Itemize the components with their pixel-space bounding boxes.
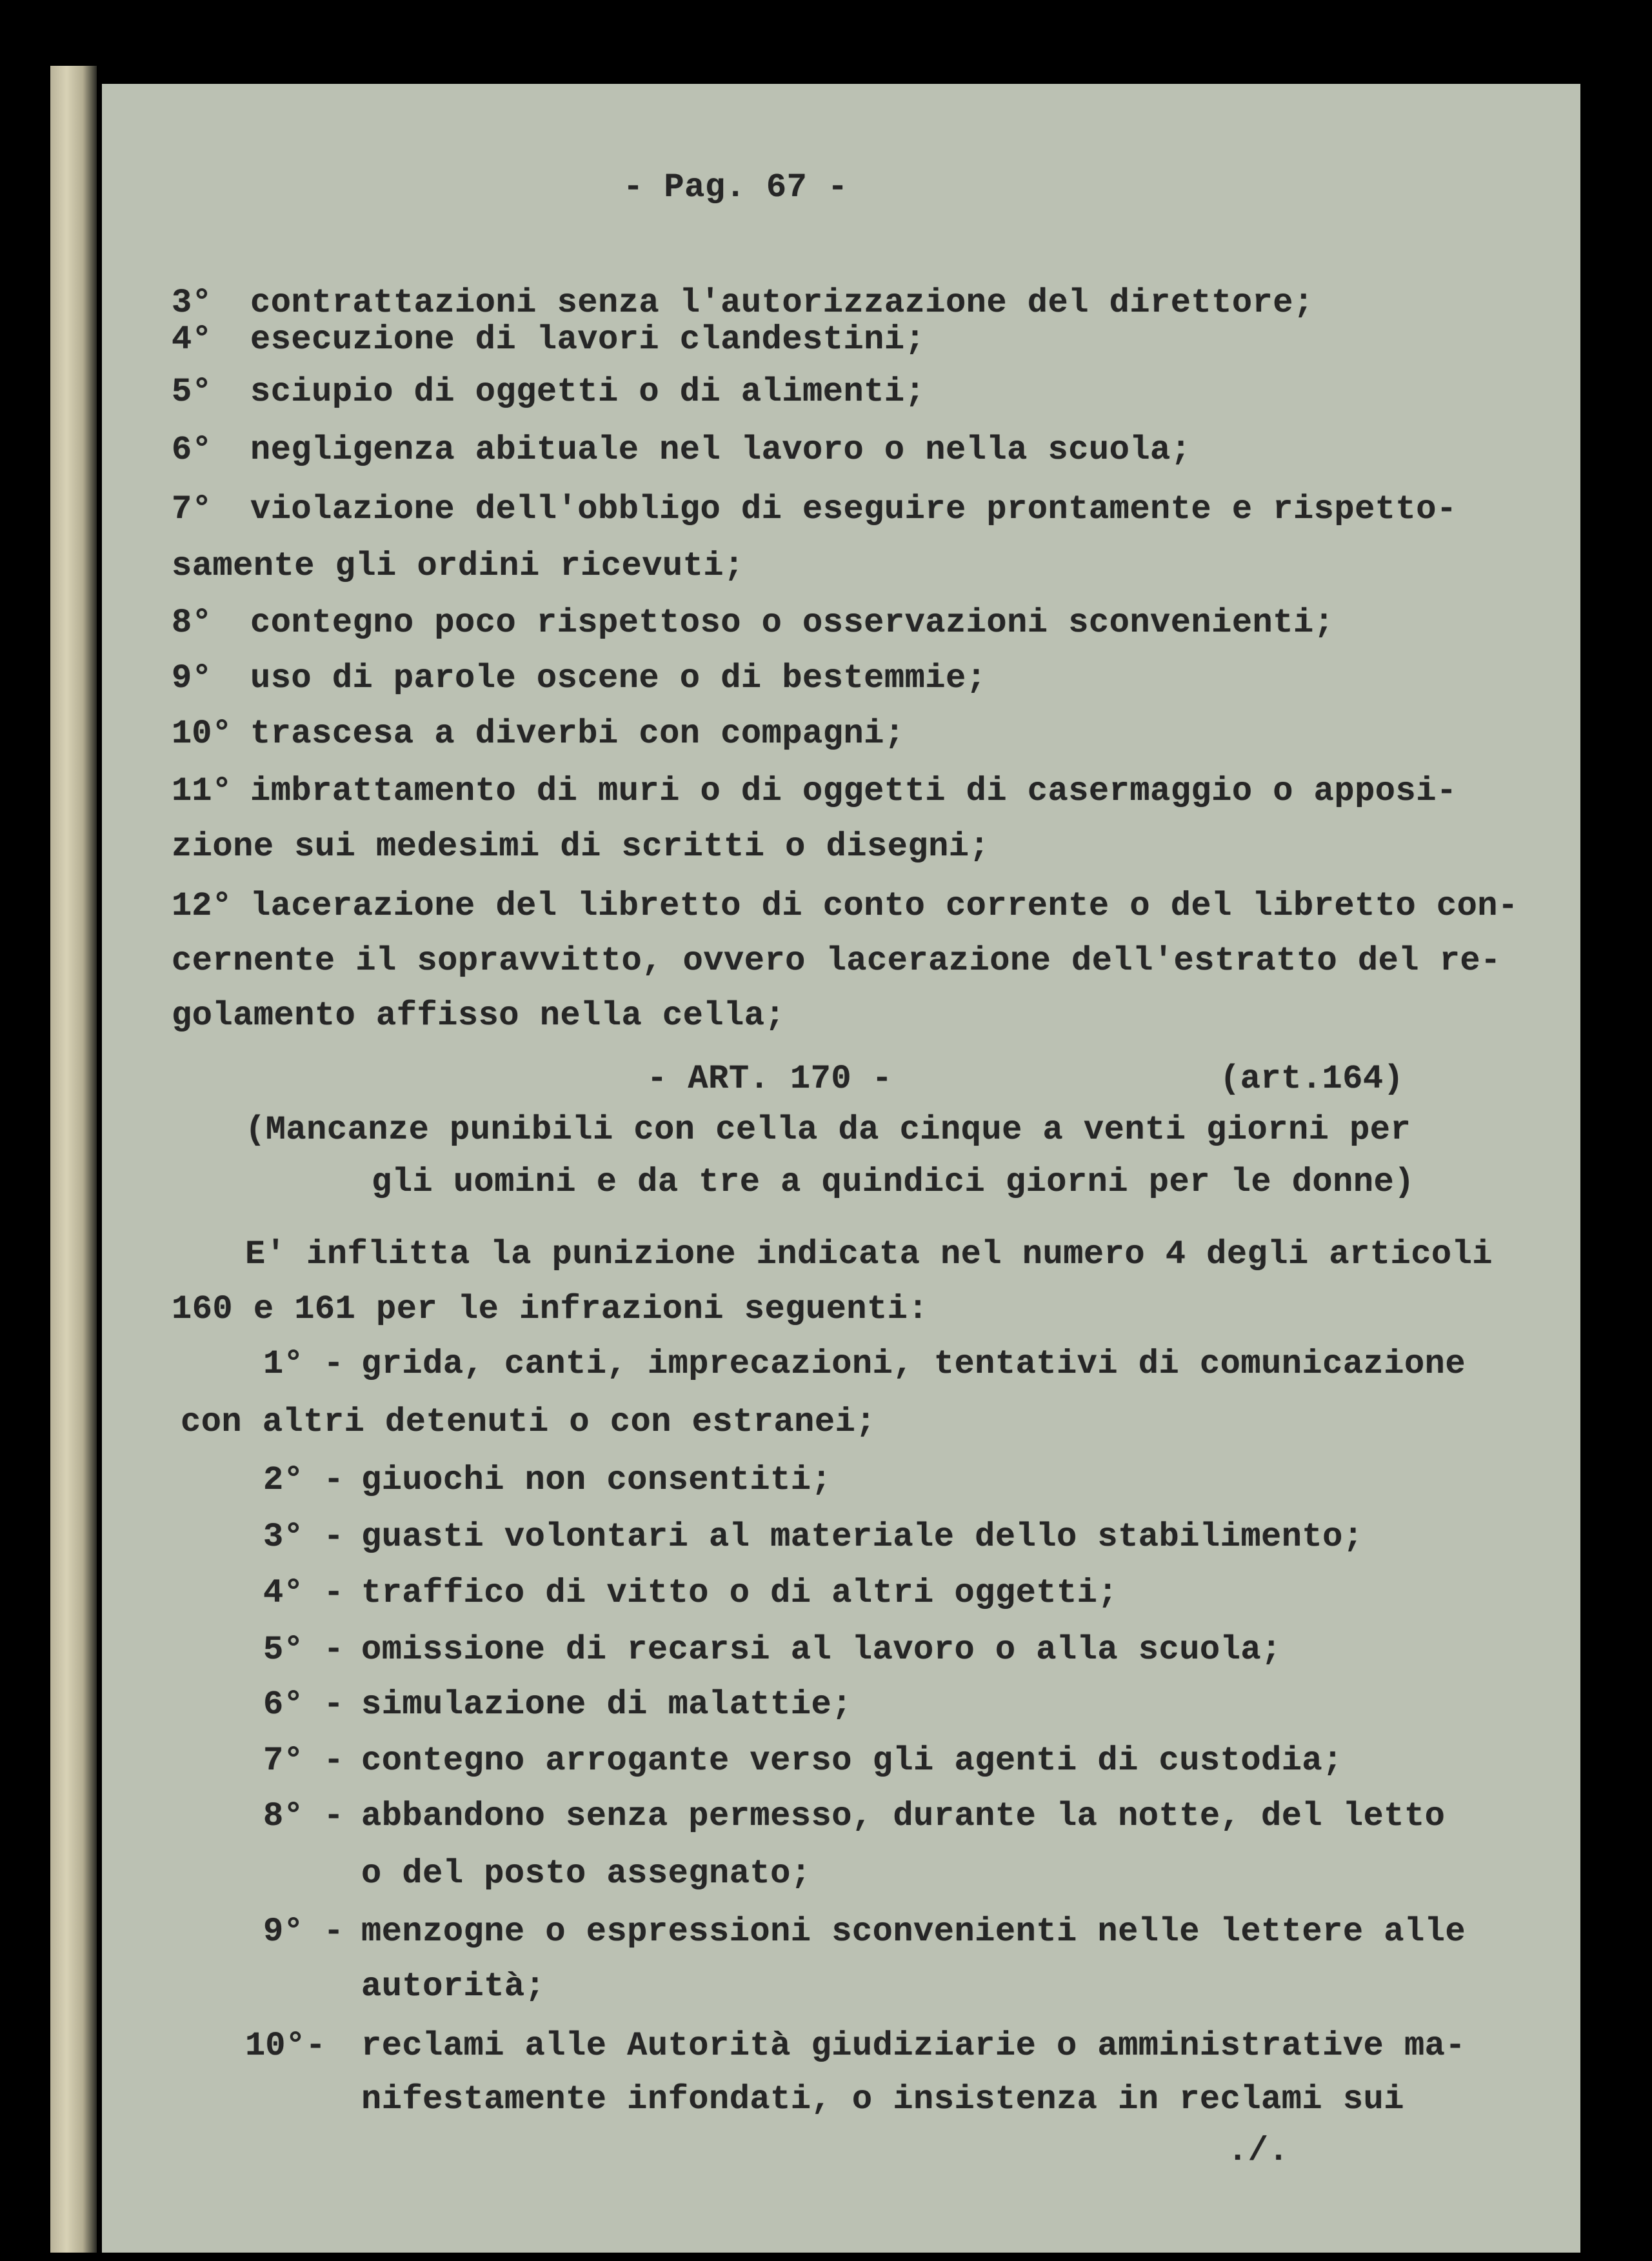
item-text-continued: cernente il sopravvitto, ovvero lacerazione dell'estratto del re-	[172, 942, 1501, 980]
item-text: omissione di recarsi al lavoro o alla scuola;	[361, 1631, 1282, 1669]
item-text: contegno poco rispettoso o osservazioni sconvenienti;	[250, 604, 1335, 642]
item-text-continued: samente gli ordini ricevuti;	[172, 547, 744, 585]
item-text: guasti volontari al materiale dello stabilimento;	[361, 1518, 1364, 1556]
item-number: 5° -	[263, 1631, 344, 1669]
item-text: uso di parole oscene o di bestemmie;	[250, 659, 987, 697]
item-text-continued: nifestamente infondati, o insistenza in reclami sui	[361, 2080, 1404, 2118]
item-number: 3°	[172, 284, 212, 322]
item-text: giuochi non consentiti;	[361, 1461, 832, 1499]
item-number: 4°	[172, 321, 212, 359]
item-text-continued: con altri detenuti o con estranei;	[181, 1403, 876, 1441]
item-number: 10°-	[245, 2027, 326, 2065]
item-text: simulazione di malattie;	[361, 1686, 852, 1724]
item-text: lacerazione del libretto di conto corrente o del libretto con-	[250, 887, 1518, 925]
item-text: negligenza abituale nel lavoro o nella scuola;	[250, 431, 1191, 469]
item-text-continued: autorità;	[361, 1967, 546, 2006]
item-text: abbandono senza permesso, durante la notte, del letto	[361, 1797, 1446, 1835]
item-number: 5°	[172, 373, 212, 411]
item-text: violazione dell'obbligo di eseguire prontamente e rispetto-	[250, 490, 1457, 528]
page-number: - Pag. 67 -	[623, 168, 848, 206]
item-text: trascesa a diverbi con compagni;	[250, 715, 905, 753]
item-number: 6°	[172, 431, 212, 469]
item-text-continued: zione sui medesimi di scritti o disegni;	[172, 828, 990, 866]
item-number: 6° -	[263, 1686, 344, 1724]
item-number: 10°	[172, 715, 232, 753]
document-page	[102, 84, 1580, 2253]
continuation-mark: ./.	[1228, 2132, 1289, 2170]
item-text: menzogne o espressioni sconvenienti nelle lettere alle	[361, 1913, 1466, 1951]
page-edge	[50, 66, 97, 2253]
item-text: traffico di vitto o di altri oggetti;	[361, 1574, 1119, 1612]
item-text: imbrattamento di muri o di oggetti di casermaggio o apposi-	[250, 772, 1457, 810]
item-number: 12°	[172, 887, 232, 925]
item-text: contegno arrogante verso gli agenti di custodia;	[361, 1742, 1343, 1780]
item-text: reclami alle Autorità giudiziarie o amministrative ma-	[361, 2027, 1466, 2065]
item-number: 8° -	[263, 1797, 344, 1835]
article-subtitle: (Mancanze punibili con cella da cinque a venti giorni per	[245, 1111, 1411, 1149]
intro-paragraph-continued: 160 e 161 per le infrazioni seguenti:	[172, 1290, 929, 1328]
item-text: sciupio di oggetti o di alimenti;	[250, 373, 926, 411]
article-reference: (art.164)	[1220, 1060, 1404, 1098]
article-subtitle-continued: gli uomini e da tre a quindici giorni per le donne)	[372, 1163, 1415, 1201]
item-number: 7°	[172, 490, 212, 528]
item-number: 4° -	[263, 1574, 344, 1612]
item-number: 11°	[172, 772, 232, 810]
item-number: 9° -	[263, 1913, 344, 1951]
item-number: 7° -	[263, 1742, 344, 1780]
item-number: 2° -	[263, 1461, 344, 1499]
intro-paragraph: E' inflitta la punizione indicata nel numero 4 degli articoli	[245, 1235, 1493, 1273]
item-text: grida, canti, imprecazioni, tentativi di comunicazione	[361, 1345, 1466, 1383]
item-number: 9°	[172, 659, 212, 697]
item-text: contrattazioni senza l'autorizzazione del direttore;	[250, 284, 1314, 322]
item-number: 8°	[172, 604, 212, 642]
article-title: - ART. 170 -	[647, 1060, 893, 1098]
item-text-continued: golamento affisso nella cella;	[172, 997, 786, 1035]
item-number: 1° -	[263, 1345, 344, 1383]
item-number: 3° -	[263, 1518, 344, 1556]
item-text: esecuzione di lavori clandestini;	[250, 321, 926, 359]
item-text-continued: o del posto assegnato;	[361, 1855, 811, 1893]
